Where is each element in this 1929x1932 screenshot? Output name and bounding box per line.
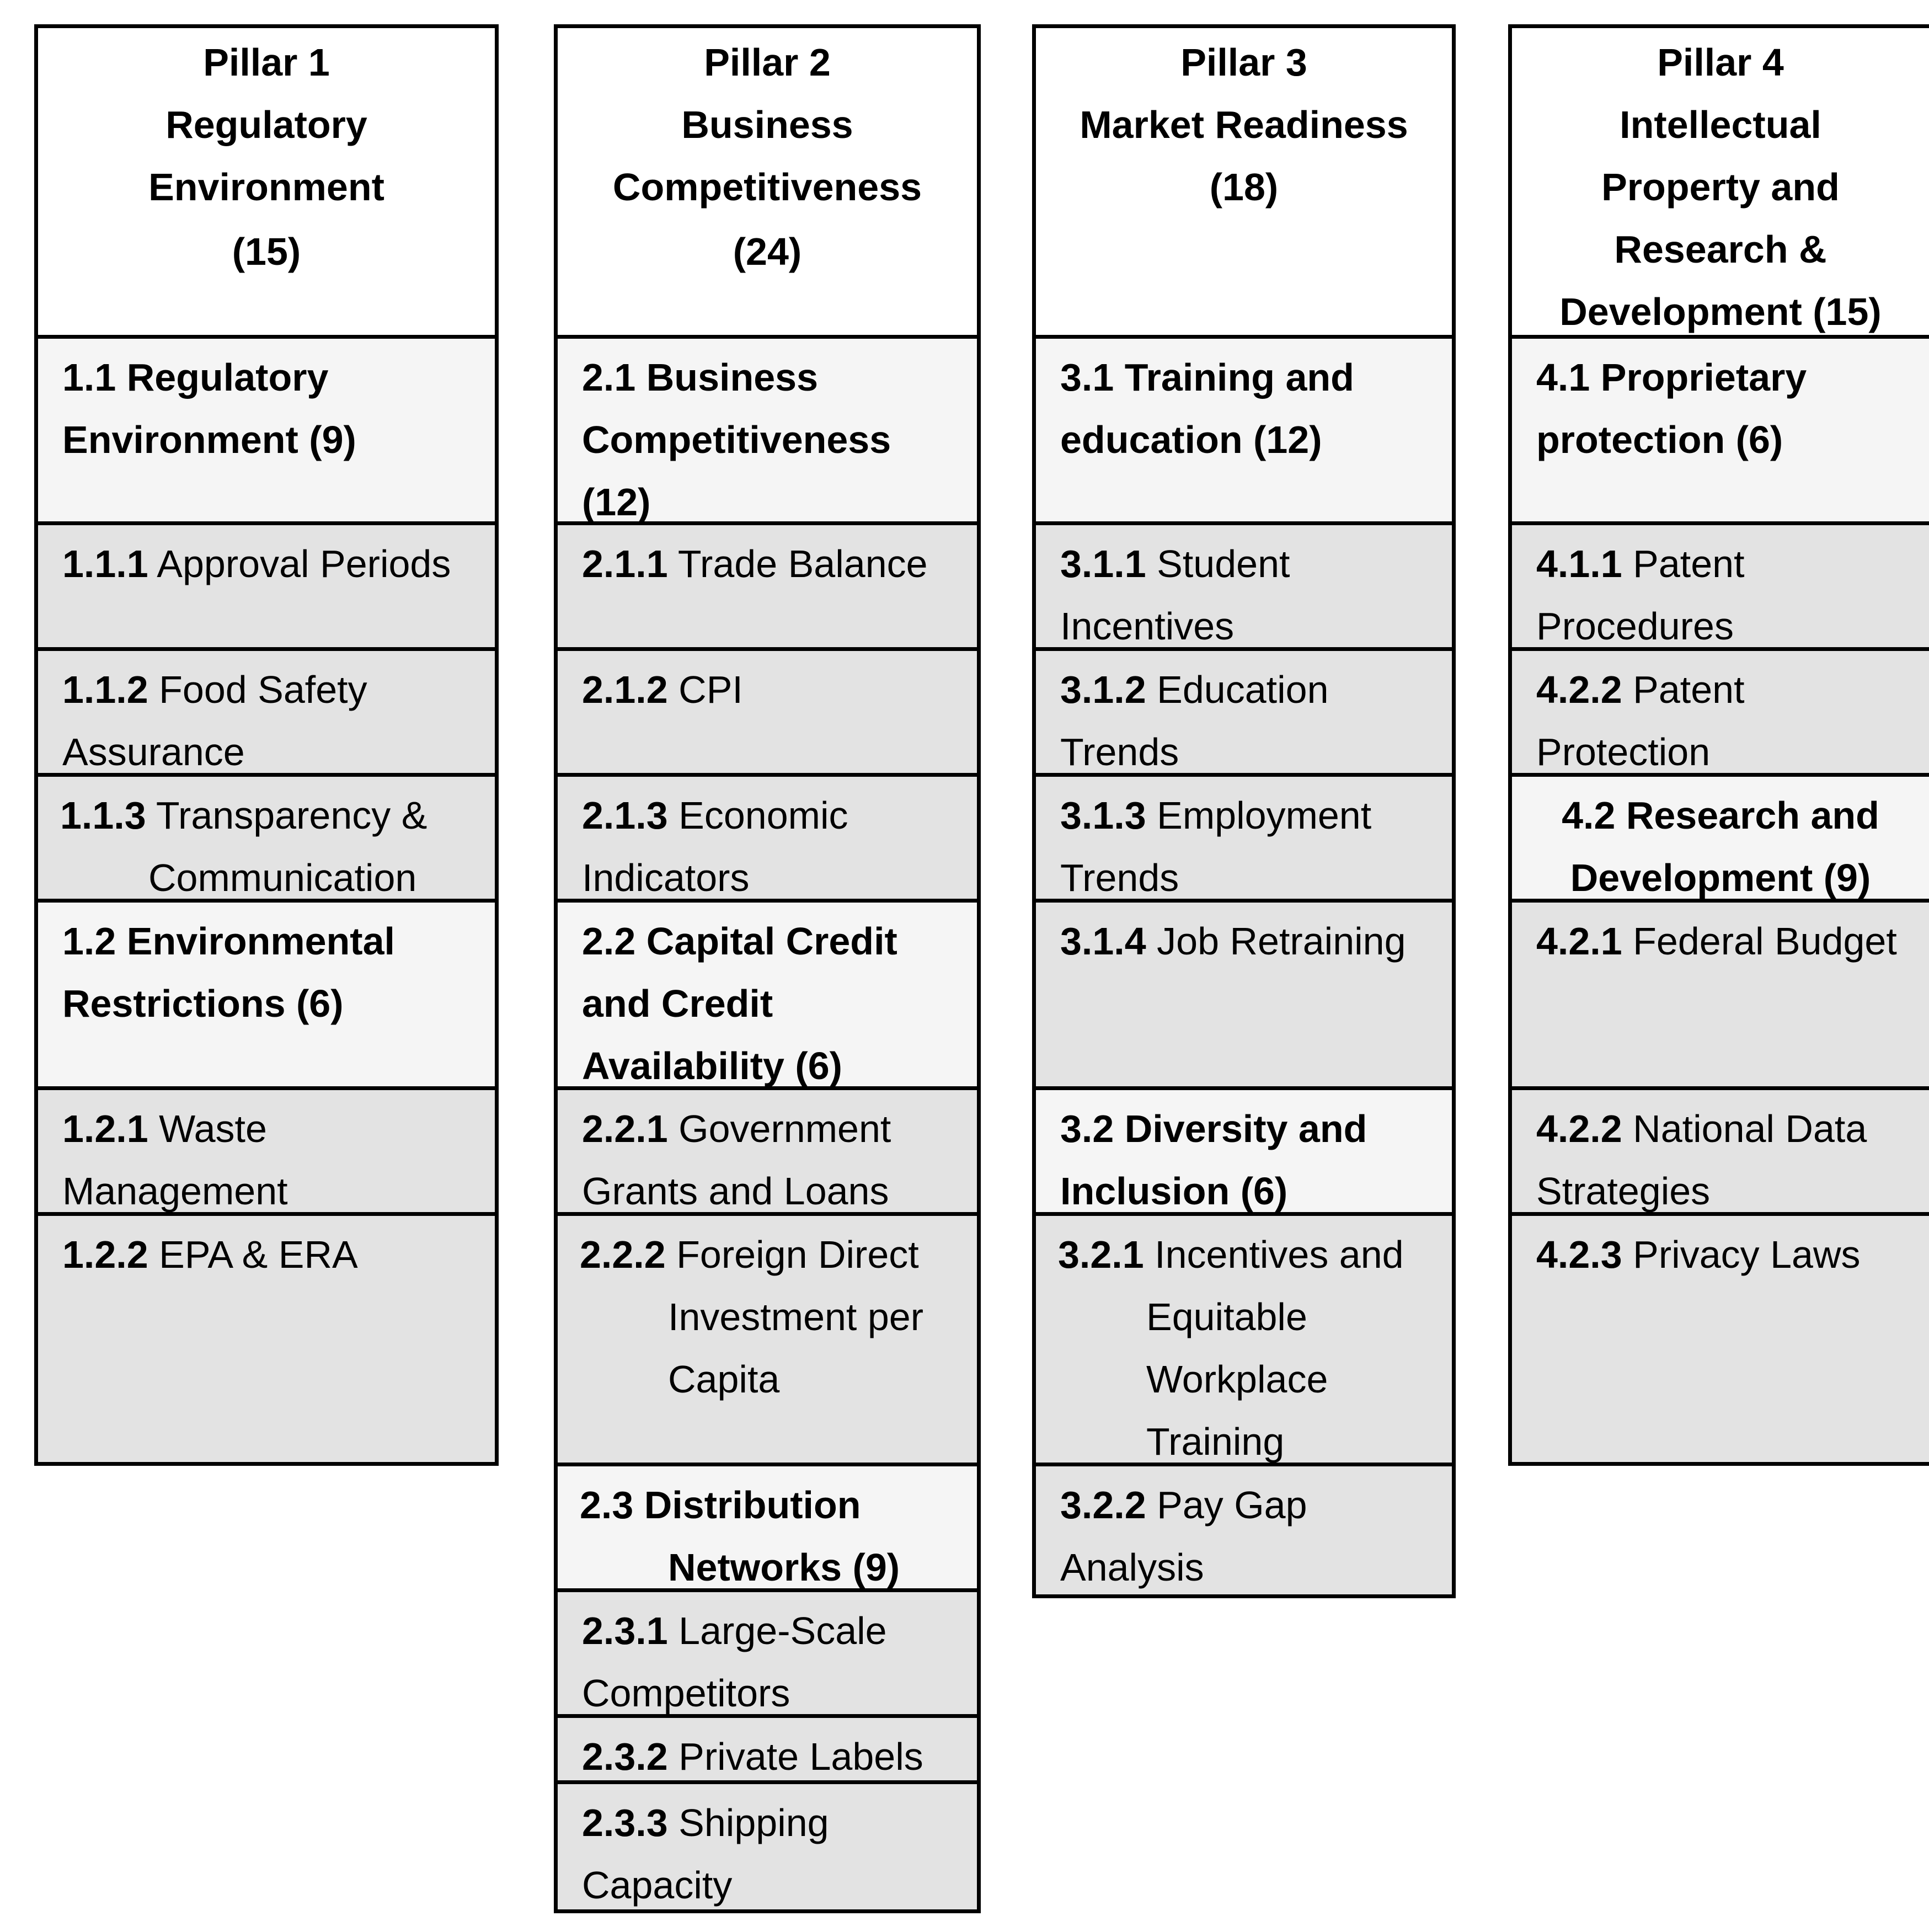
indicator-text: Private Labels [678, 1735, 923, 1778]
section-2-2 [558, 903, 977, 1090]
pillar-count: (18) [1209, 166, 1279, 209]
indicator-2-1-2 [558, 651, 977, 777]
section-label: 1.1 Regulatory Environment (9) [62, 356, 356, 461]
pillar-name: Environment [148, 166, 384, 209]
indicator-2-1-3 [558, 777, 977, 903]
indicator-3-1-3 [1036, 777, 1452, 903]
indicator-text: Transparency & Communication [148, 794, 428, 899]
pillar-name: Business [681, 103, 853, 146]
indicator-text: Large-Scale Competitors [582, 1609, 887, 1715]
section-3-2 [1036, 1090, 1452, 1216]
indicator-4-2-2-protection [1512, 651, 1929, 777]
indicator-text: Job Retraining [1157, 920, 1406, 963]
indicator-4-1-1 [1512, 525, 1929, 651]
indicator-1-2-1 [38, 1090, 495, 1216]
section-1-1 [38, 339, 495, 525]
indicator-code: 2.1.1 [582, 542, 668, 585]
section-1-2 [38, 903, 495, 1090]
indicator-1-1-3 [38, 777, 495, 903]
indicator-code: 2.2.1 [582, 1107, 668, 1150]
section-label: 2.1 Business Competitiveness (12) [582, 356, 891, 524]
section-label: 4.1 Proprietary protection (6) [1536, 356, 1807, 461]
pillar-3-column [1032, 24, 1456, 1598]
section-3-1 [1036, 339, 1452, 525]
indicator-2-2-2 [558, 1216, 977, 1466]
section-label: 4.2 Research and Development (9) [1562, 794, 1879, 899]
indicator-text: Food Safety Assurance [62, 668, 367, 773]
indicator-text: Employment Trends [1060, 794, 1372, 899]
pillar-count: (15) [232, 230, 301, 273]
indicator-3-1-4 [1036, 903, 1452, 1090]
indicator-1-1-2 [38, 651, 495, 777]
indicator-code: 3.2.1 [1058, 1233, 1144, 1276]
pillar-name: Research & [1614, 228, 1827, 271]
indicator-text: National Data Strategies [1536, 1107, 1867, 1213]
indicator-code: 4.2.2 [1536, 668, 1622, 711]
section-label: 2.3 Distribution Networks (9) [580, 1483, 900, 1589]
indicator-1-2-2 [38, 1216, 495, 1462]
indicator-3-2-1 [1036, 1216, 1452, 1466]
indicator-3-1-2 [1036, 651, 1452, 777]
indicator-code: 4.2.3 [1536, 1233, 1622, 1276]
indicator-text: Waste Management [62, 1107, 288, 1213]
indicator-code: 1.1.2 [62, 668, 148, 711]
pillar-name: Property and [1601, 166, 1840, 209]
section-2-1 [558, 339, 977, 525]
indicator-2-3-1 [558, 1592, 977, 1718]
indicator-text: Economic Indicators [582, 794, 848, 899]
indicator-text: Incentives and Equitable Workplace Training [1146, 1233, 1404, 1463]
indicator-code: 3.2.2 [1060, 1483, 1146, 1527]
indicator-code: 1.1.1 [62, 542, 148, 585]
indicator-text: Education Trends [1060, 668, 1329, 773]
indicator-code: 1.2.2 [62, 1233, 148, 1276]
section-label: 1.2 Environmental Restrictions (6) [62, 920, 395, 1025]
indicator-code: 2.2.2 [580, 1233, 666, 1276]
pillar-name: Market Readiness [1080, 103, 1408, 146]
indicator-text: Shipping Capacity [582, 1801, 829, 1907]
indicator-code: 3.1.2 [1060, 668, 1146, 711]
indicator-4-2-3 [1512, 1216, 1929, 1462]
pillar-1-header [38, 28, 495, 339]
pillar-2-header [558, 28, 977, 339]
pillar-name: Regulatory [165, 103, 367, 146]
indicator-text: Government Grants and Loans [582, 1107, 891, 1213]
indicator-text: Foreign Direct Investment per Capita [668, 1233, 923, 1401]
indicator-code: 2.3.2 [582, 1735, 668, 1778]
indicator-2-3-2 [558, 1718, 977, 1784]
indicator-code: 2.1.2 [582, 668, 668, 711]
pillar-title: Pillar 3 [1180, 41, 1307, 84]
indicator-text: Federal Budget [1633, 920, 1897, 963]
pillar-name: Intellectual [1620, 103, 1821, 146]
section-2-3 [558, 1466, 977, 1592]
indicator-code: 3.1.1 [1060, 542, 1146, 585]
pillar-count: (24) [733, 230, 802, 273]
indicator-code: 4.2.1 [1536, 920, 1622, 963]
indicator-text: EPA & ERA [159, 1233, 358, 1276]
section-label: 3.2 Diversity and Inclusion (6) [1060, 1107, 1367, 1213]
pillar-title: Pillar 1 [203, 41, 330, 84]
section-label: 3.1 Training and education (12) [1060, 356, 1354, 461]
indicator-2-3-3 [558, 1784, 977, 1909]
indicator-text: Patent Procedures [1536, 542, 1745, 648]
section-label: 2.2 Capital Credit and Credit Availability (6) [582, 920, 897, 1087]
section-4-1 [1512, 339, 1929, 525]
pillar-name: Development (15) [1559, 290, 1882, 333]
indicator-2-2-1 [558, 1090, 977, 1216]
indicator-text: Pay Gap Analysis [1060, 1483, 1307, 1589]
indicator-3-2-2 [1036, 1466, 1452, 1594]
pillar-1-column [34, 24, 499, 1466]
indicator-3-1-1 [1036, 525, 1452, 651]
indicator-text: Student Incentives [1060, 542, 1290, 648]
indicator-text: Trade Balance [677, 542, 928, 585]
section-4-2 [1512, 777, 1929, 903]
indicator-2-1-1 [558, 525, 977, 651]
indicator-code: 3.1.4 [1060, 920, 1146, 963]
indicator-code: 2.3.1 [582, 1609, 668, 1652]
indicator-4-2-1 [1512, 903, 1929, 1090]
indicator-text: Privacy Laws [1633, 1233, 1861, 1276]
indicator-code: 1.1.3 [60, 794, 146, 837]
indicator-text: CPI [678, 668, 743, 711]
indicator-code: 3.1.3 [1060, 794, 1146, 837]
pillar-title: Pillar 2 [704, 41, 831, 84]
indicator-text: Patent Protection [1536, 668, 1745, 773]
indicator-code: 1.2.1 [62, 1107, 148, 1150]
pillar-title: Pillar 4 [1657, 41, 1784, 84]
pillar-name: Competitiveness [612, 166, 922, 209]
indicator-code: 2.3.3 [582, 1801, 668, 1844]
indicator-4-2-2 [1512, 1090, 1929, 1216]
pillar-2-column [554, 24, 981, 1913]
indicator-1-1-1 [38, 525, 495, 651]
pillar-4-column [1508, 24, 1929, 1466]
pillar-4-header [1512, 28, 1929, 339]
indicator-code: 4.2.2 [1536, 1107, 1622, 1150]
indicator-code: 4.1.1 [1536, 542, 1622, 585]
indicator-code: 2.1.3 [582, 794, 668, 837]
indicator-text: Approval Periods [157, 542, 451, 585]
pillar-3-header [1036, 28, 1452, 339]
